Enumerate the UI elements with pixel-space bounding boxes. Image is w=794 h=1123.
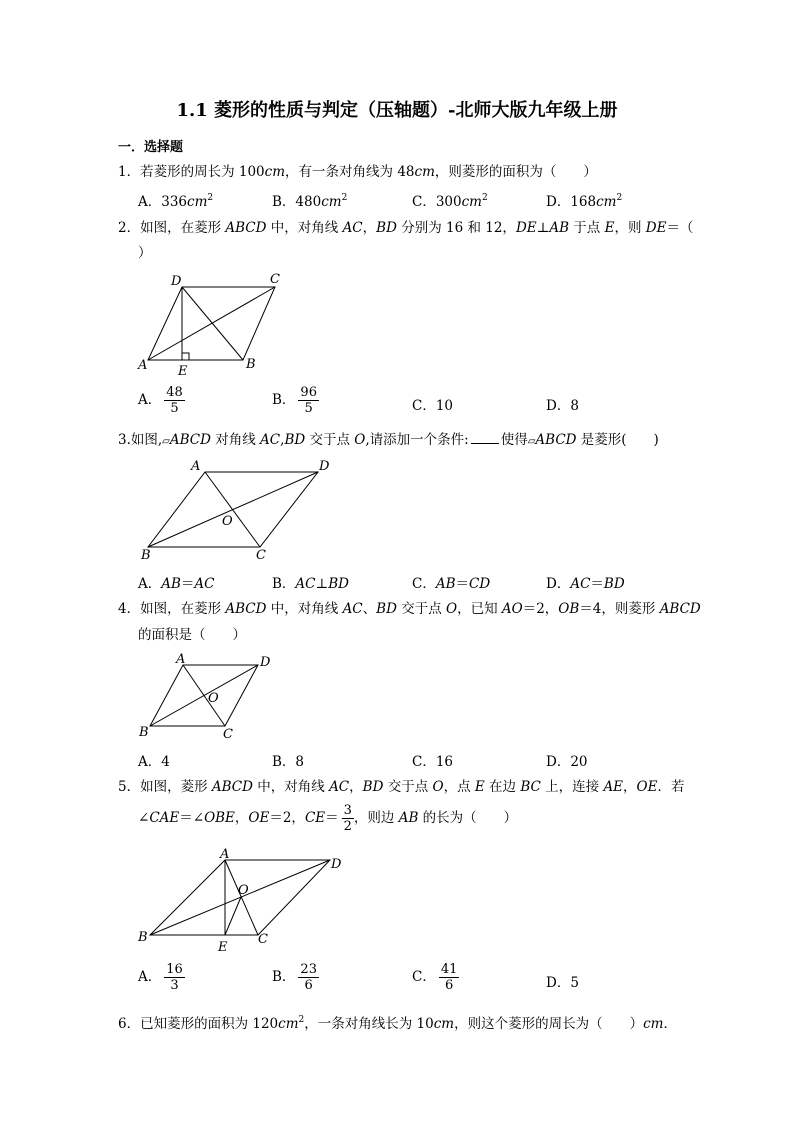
q3-option-c[interactable]: C．AB＝CD	[412, 576, 491, 592]
question-3: 3.如图,▱ABCD 对角线 AC,BD 交于点 O,请添加一个条件: 使得▱ABCD 是菱形( )	[118, 432, 659, 448]
q2-option-c[interactable]: C．10	[412, 398, 454, 414]
q3-label-d: D	[319, 459, 330, 474]
q1-option-d[interactable]: D．$168cm^2$	[546, 193, 623, 210]
q4-label-a: A	[176, 652, 186, 667]
q1-option-b[interactable]: B．$480cm^2$	[272, 193, 348, 210]
q5-label-a: A	[220, 847, 230, 862]
q2-option-b[interactable]: B． $\frac{96}{5}$	[272, 385, 317, 416]
q2-option-d[interactable]: D．8	[546, 398, 579, 414]
q5-label-b: B	[138, 930, 148, 945]
q1-option-c[interactable]: C．$300cm^2$	[412, 193, 488, 210]
q2-label-a: A	[138, 358, 148, 373]
q5-label-d: D	[331, 857, 342, 872]
q1-option-a[interactable]: A．$336cm^2$	[138, 193, 214, 210]
question-6: 6．已知菱形的面积为 $120cm^2$，一条对角线长为 10cm，则这个菱形的周长为（ ）cm．	[118, 1015, 677, 1032]
q4-option-c[interactable]: C．16	[412, 754, 454, 770]
q3-option-a[interactable]: A．AB＝AC	[138, 576, 215, 592]
section-heading: 一．选择题	[118, 140, 184, 155]
q3-label-a: A	[191, 459, 201, 474]
question-4: 4．如图，在菱形 ABCD 中，对角线 AC、BD 交于点 O，已知 AO＝2，OB＝4，则菱形 ABCD	[118, 601, 701, 617]
page-title: 1.1 菱形的性质与判定（压轴题）-北师大版九年级上册	[176, 100, 618, 121]
q5-option-c[interactable]: C． $\frac{41}{6}$	[412, 962, 458, 993]
q2-label-e: E	[178, 364, 188, 379]
question-1: 1．若菱形的周长为 100cm，有一条对角线为 48cm，则菱形的面积为（ ）	[118, 164, 597, 180]
q4-label-o: O	[208, 691, 219, 706]
q5-option-b[interactable]: B． $\frac{23}{6}$	[272, 962, 317, 993]
q4-option-d[interactable]: D．20	[546, 754, 588, 770]
q5-label-c: C	[258, 932, 268, 947]
q5-label-o: O	[238, 883, 249, 898]
q4-option-b[interactable]: B．8	[272, 754, 305, 770]
q4-label-c: C	[223, 727, 233, 742]
question-2-line2: ）	[138, 245, 152, 261]
q5-label-e: E	[218, 940, 228, 955]
question-5: 5．如图，菱形 ABCD 中，对角线 AC，BD 交于点 O，点 E 在边 BC 上，连接 AE，OE．若	[118, 779, 685, 795]
q2-option-a[interactable]: A． $\frac{48}{5}$	[138, 385, 183, 416]
q3-label-c: C	[256, 548, 266, 563]
q3-label-b: B	[141, 548, 151, 563]
q5-option-a[interactable]: A． $\frac{16}{3}$	[138, 962, 183, 993]
question-5-line2: ∠CAE＝∠OBE，OE＝2，CE＝ $\frac{3}{2}$ ，则边 AB 的长为（ ）	[138, 803, 518, 834]
q4-label-b: B	[139, 725, 149, 740]
q4-label-d: D	[260, 655, 271, 670]
q2-label-d: D	[171, 274, 182, 289]
q2-label-b: B	[246, 357, 256, 372]
q4-option-a[interactable]: A．4	[138, 754, 170, 770]
q3-label-o: O	[222, 514, 233, 529]
question-2: 2．如图，在菱形 ABCD 中，对角线 AC，BD 分别为 16 和 12，DE⊥AB 于点 E，则 DE＝（	[118, 220, 694, 236]
q2-label-c: C	[270, 272, 280, 287]
q3-option-b[interactable]: B．AC⊥BD	[272, 576, 349, 592]
q5-option-d[interactable]: D．5	[546, 975, 579, 991]
question-4-line2: 的面积是（ ）	[138, 627, 246, 643]
q3-option-d[interactable]: D．AC＝BD	[546, 576, 625, 592]
